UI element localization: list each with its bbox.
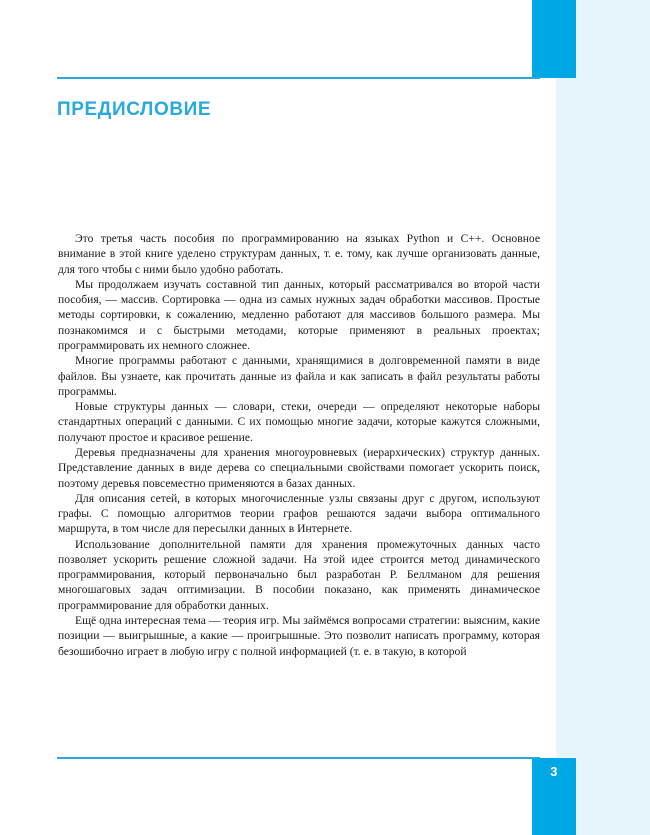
body-text-column [58,231,540,659]
header-divider-rule [57,77,540,79]
header-blue-tab [532,0,576,78]
body-paragraph: Для описания сетей, в которых многочисленные узлы связаны друг с другом, используют графы. С помощью алгоритмов теории графов решаются задачи выбора оптимального маршрута, в том числе для пересылки данных в Интернете. [58,491,540,536]
page-title: ПРЕДИСЛОВИЕ [57,98,212,120]
right-edge-decorative-band [556,0,650,835]
body-paragraph: Ещё одна интересная тема — теория игр. Мы займёмся вопросами стратегии: выясним, какие позиции — выигрышные, а какие — проигрышные. Это позволит написать программу, которая безошибочно играет в любую игру с полной информацией (т. е. в такую, в которой [58,614,540,658]
body-paragraph: Использование дополнительной памяти для хранения промежуточных данных часто позволяет ускорить решение сложной задачи. На этой идее строится метод динамического программирования, который первоначально был разработан Р. Беллманом для решения многошаговых задач оптимизации. В пособии показано, как применять динамическое программирование для обработки данных. [58,537,540,612]
body-paragraph: Новые структуры данных — словари, стеки, очереди — определяют некоторые наборы стандартных операций с данными. С их помощью многие задачи, которые кажутся сложными, получают простое и красивое решение. [58,400,540,444]
body-paragraph: Мы продолжаем изучать составной тип данных, который рассматривался во второй части пособия, — массив. Сортировка — одна из самых нужных задач обработки массивов. Простые методы сортировки, к сожалению, медленно работают для массивов большого размера. Мы познакомимся и с быстрыми методами, которые применяют в реальных проектах; программировать их немного сложнее. [58,277,540,352]
body-paragraph: Это третья часть пособия по программированию на языках Python и C++. Основное внимание в этой книге уделено структурам данных, т. е. тому, как лучше организовать данные, для того чтобы с ними было удобно работать. [58,232,540,276]
body-paragraph: Многие программы работают с данными, хранящимися в долговременной памяти в виде файлов. Вы узнаете, как прочитать данные из файла и как записать в файл результаты работы программы. [58,354,540,398]
footer-divider-rule [57,757,540,759]
page-number: 3 [550,764,558,779]
body-paragraph: Деревья предназначены для хранения многоуровневых (иерархических) структур данных. Представление данных в виде дерева со специальными свойствами помогает ускорить поиск, поэтому деревья повсеместно применяются в базах данных. [58,445,540,490]
